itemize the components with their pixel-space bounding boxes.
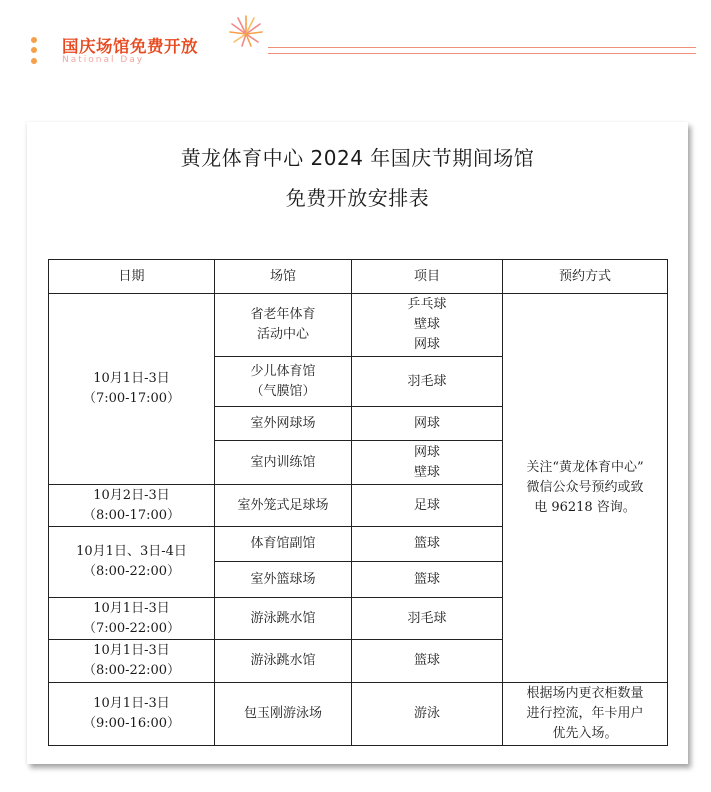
divider-line	[268, 47, 696, 48]
venue-cell: 室外笼式足球场	[215, 485, 352, 527]
venue-cell: 游泳跳水馆	[215, 598, 352, 640]
schedule-table	[48, 259, 668, 746]
table-row	[49, 294, 668, 357]
header-sport: 项目	[352, 260, 503, 294]
venue-cell: 少儿体育馆 （气膜馆）	[215, 357, 352, 407]
document-title-line1: 黄龙体育中心 2024 年国庆节期间场馆	[180, 146, 535, 170]
divider-line	[268, 53, 696, 54]
date-cell: 10月1日、3日-4日 （8:00-22:00）	[49, 527, 215, 598]
sport-cell: 网球 壁球	[352, 441, 503, 485]
date-cell: 10月1日-3日 （7:00-17:00）	[49, 294, 215, 485]
header-venue: 场馆	[215, 260, 352, 294]
date-cell: 10月1日-3日 （9:00-16:00）	[49, 683, 215, 746]
firework-icon	[226, 12, 266, 50]
sport-cell: 足球	[352, 485, 503, 527]
venue-cell: 室内训练馆	[215, 441, 352, 485]
section-subtitle: National Day	[62, 55, 145, 65]
sport-cell: 乒乓球 壁球 网球	[352, 294, 503, 357]
sport-cell: 网球	[352, 407, 503, 441]
booking-cell: 根据场内更衣柜数量 进行控流，年卡用户 优先入场。	[503, 683, 668, 746]
sport-cell: 羽毛球	[352, 357, 503, 407]
document-title-line2: 免费开放安排表	[285, 186, 430, 210]
document-card	[27, 122, 688, 764]
venue-cell: 省老年体育 活动中心	[215, 294, 352, 357]
date-cell: 10月1日-3日 （8:00-22:00）	[49, 640, 215, 683]
venue-cell: 室外网球场	[215, 407, 352, 441]
venue-cell: 包玉刚游泳场	[215, 683, 352, 746]
bullet-dot-icon	[31, 47, 37, 53]
date-cell: 10月2日-3日 （8:00-17:00）	[49, 485, 215, 527]
section-title: 国庆场馆免费开放	[62, 37, 198, 56]
sport-cell: 篮球	[352, 640, 503, 683]
section-header	[0, 0, 711, 90]
table-row	[49, 683, 668, 746]
header-booking: 预约方式	[503, 260, 668, 294]
venue-cell: 游泳跳水馆	[215, 640, 352, 683]
date-cell: 10月1日-3日 （7:00-22:00）	[49, 598, 215, 640]
table-header-row	[49, 260, 668, 294]
sport-cell: 游泳	[352, 683, 503, 746]
bullet-dot-icon	[31, 58, 37, 64]
sport-cell: 羽毛球	[352, 598, 503, 640]
sport-cell: 篮球	[352, 527, 503, 562]
venue-cell: 体育馆副馆	[215, 527, 352, 562]
booking-cell: 关注“黄龙体育中心” 微信公众号预约或致 电 96218 咨询。	[503, 294, 668, 683]
header-date: 日期	[49, 260, 215, 294]
venue-cell: 室外篮球场	[215, 562, 352, 598]
sport-cell: 篮球	[352, 562, 503, 598]
bullet-dot-icon	[31, 37, 37, 43]
